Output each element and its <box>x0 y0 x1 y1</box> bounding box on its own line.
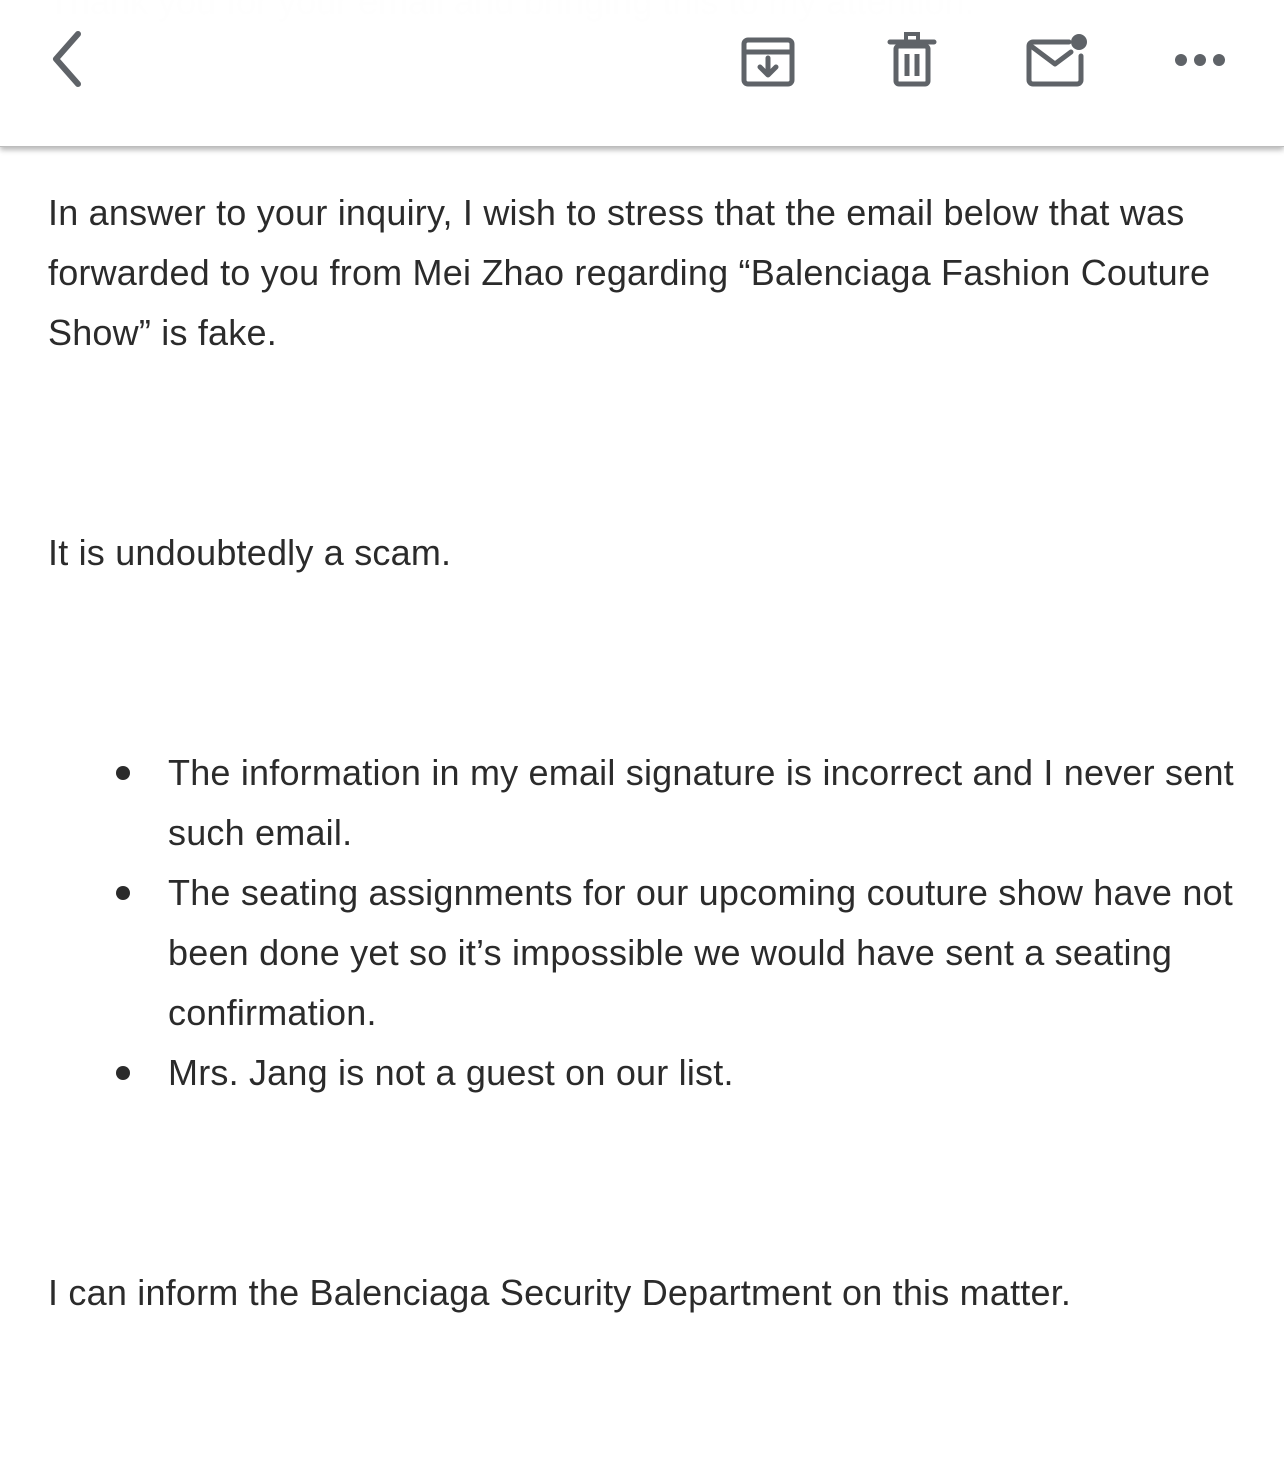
email-paragraph: It is undoubtedly a scam. <box>48 532 452 573</box>
list-item: The seating assignments for our upcoming couture show have not been done yet so it’s impossible we would have sent a seating confirmation. <box>48 863 1248 1043</box>
bullet-list <box>48 743 1248 1103</box>
more-horizontal-icon <box>1174 52 1226 68</box>
list-item: Mrs. Jang is not a guest on our list. <box>48 1043 1248 1103</box>
mail-unread-icon <box>1023 30 1089 90</box>
email-body <box>48 183 1248 1323</box>
mark-unread-button[interactable] <box>1016 22 1096 98</box>
trash-icon <box>884 30 940 90</box>
chevron-left-icon <box>44 28 88 92</box>
email-paragraph: In answer to your inquiry, I wish to stress that the email below that was forwarded to you from Mei Zhao regarding “Balenciaga Fashion Couture Show” is fake. <box>48 192 1211 353</box>
archive-button[interactable] <box>728 22 808 98</box>
email-paragraph: I can inform the Balenciaga Security Department on this matter. <box>48 1272 1072 1313</box>
back-button[interactable] <box>36 24 96 96</box>
top-toolbar <box>0 0 1284 147</box>
delete-button[interactable] <box>874 22 950 98</box>
archive-icon <box>738 30 798 90</box>
more-options-button[interactable] <box>1164 36 1236 84</box>
list-item: The information in my email signature is incorrect and I never sent such email. <box>48 743 1248 863</box>
